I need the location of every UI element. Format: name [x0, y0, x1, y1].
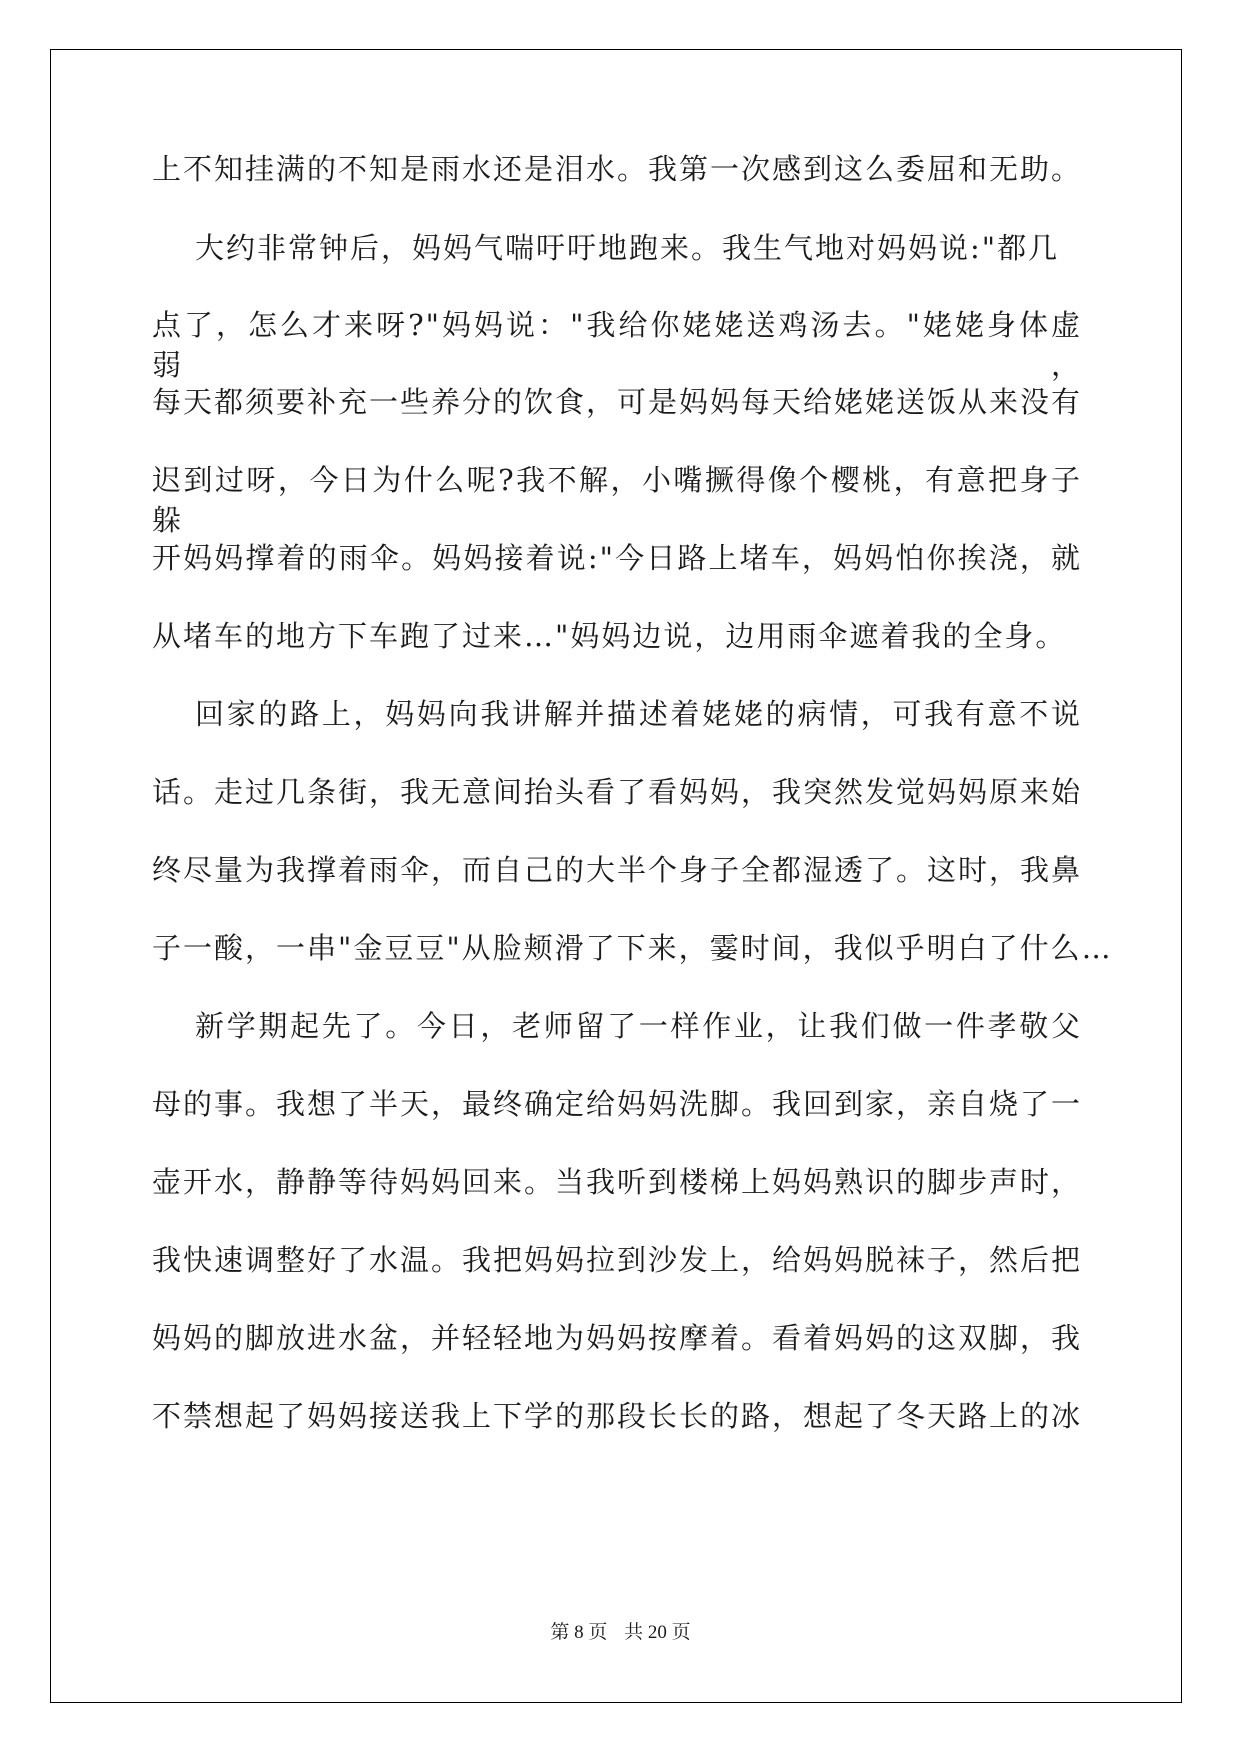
text-line: 从堵车的地方下车跑了过来…"妈妈边说，边用雨伞遮着我的全身。 — [152, 619, 1067, 653]
text-line: 壶开水，静静等待妈妈回来。当我听到楼梯上妈妈熟识的脚步声时， — [152, 1165, 1083, 1199]
text-line: 不禁想起了妈妈接送我上下学的那段长长的路，想起了冬天路上的冰 — [152, 1399, 1083, 1433]
page-total: 共 20 页 — [624, 1622, 691, 1643]
text-line: 点了，怎么才来呀?"妈妈说："我给你姥姥送鸡汤去。"姥姥身体虚弱， — [152, 308, 1082, 382]
page-footer — [0, 1617, 1241, 1644]
page-number: 第 8 页 — [550, 1622, 608, 1643]
text-line: 子一酸，一串"金豆豆"从脸颊滑了下来，霎时间，我似乎明白了什么… — [152, 931, 1113, 965]
text-line: 上不知挂满的不知是雨水还是泪水。我第一次感到这么委屈和无助。 — [152, 152, 1083, 186]
paragraph-first-line: 回家的路上，妈妈向我讲解并描述着姥姥的病情，可我有意不说 — [195, 697, 1082, 731]
text-line: 每天都须要补充一些养分的饮食，可是妈妈每天给姥姥送饭从来没有 — [152, 385, 1083, 419]
text-line: 开妈妈撑着的雨伞。妈妈接着说:"今日路上堵车，妈妈怕你挨浇，就 — [152, 541, 1082, 575]
text-line: 我快速调整好了水温。我把妈妈拉到沙发上，给妈妈脱袜子，然后把 — [152, 1243, 1083, 1277]
text-line: 母的事。我想了半天，最终确定给妈妈洗脚。我回到家，亲自烧了一 — [152, 1087, 1083, 1121]
paragraph-first-line: 新学期起先了。今日，老师留了一样作业，让我们做一件孝敬父 — [195, 1009, 1082, 1043]
paragraph-first-line: 大约非常钟后，妈妈气喘吁吁地跑来。我生气地对妈妈说:"都几 — [195, 231, 1060, 265]
text-line: 妈妈的脚放进水盆，并轻轻地为妈妈按摩着。看着妈妈的这双脚，我 — [152, 1321, 1083, 1355]
text-line: 迟到过呀，今日为什么呢?我不解，小嘴撅得像个樱桃，有意把身子躲 — [152, 463, 1082, 537]
text-line: 终尽量为我撑着雨伞，而自己的大半个身子全都湿透了。这时，我鼻 — [152, 853, 1083, 887]
text-line: 话。走过几条街，我无意间抬头看了看妈妈，我突然发觉妈妈原来始 — [152, 775, 1083, 809]
